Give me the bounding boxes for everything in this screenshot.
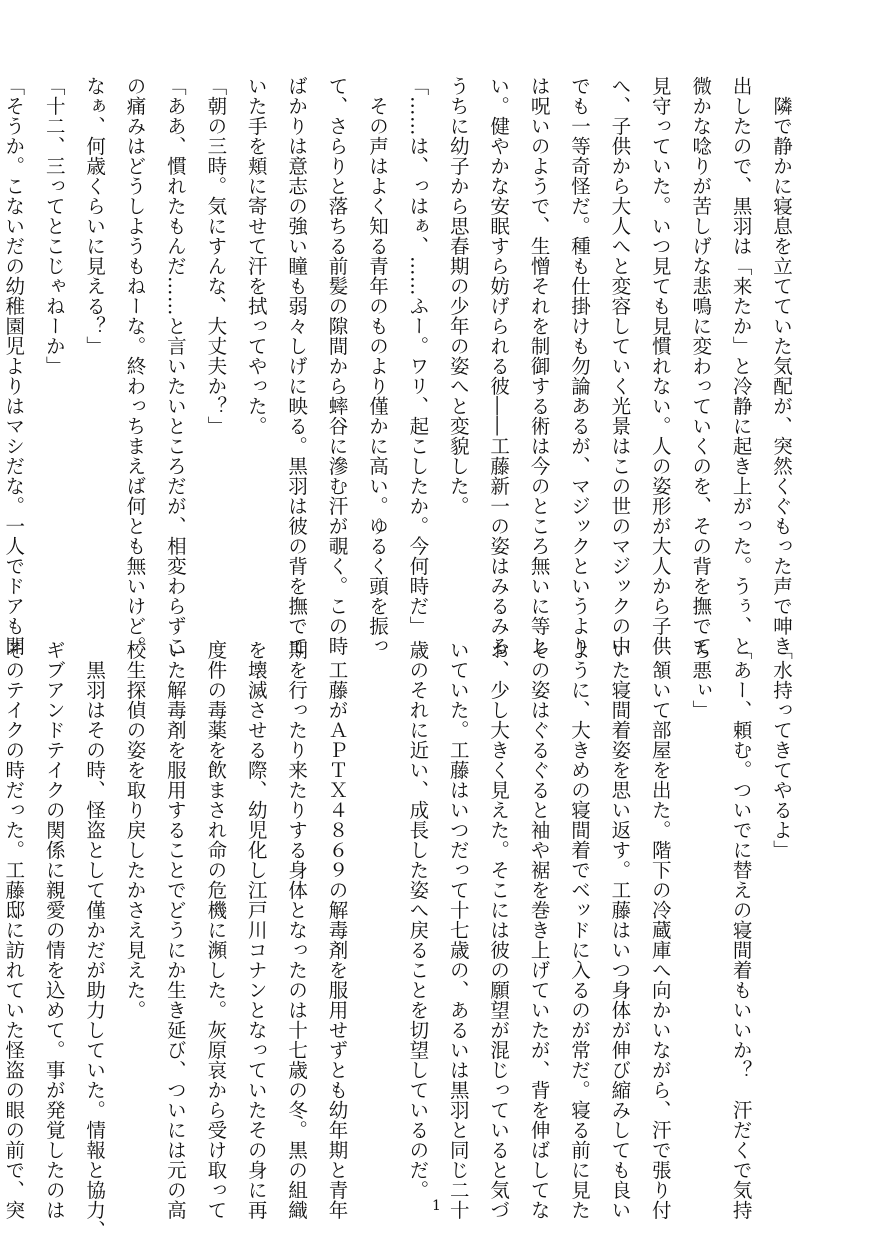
text-line: て、さらりと落ちる前髪の隙間から蟀谷に滲む汗が覗く。この時	[325, 76, 349, 656]
text-line: 「そうか。こないだの幼稚園児よりはマシだな。一人でドアも開	[2, 76, 26, 656]
text-line: の痛みはどうしようもねーな。終わっちまえば何とも無いけど。	[123, 76, 147, 656]
text-line: ように、大きめの寝間着でベッドに入るのが常だ。寝る前に見た	[567, 640, 591, 1220]
body-text-lower-tier	[2, 640, 801, 1240]
text-line: その声はよく知る青年のものより僅かに高い。ゆるく頭を振っ	[365, 76, 389, 656]
text-line: いた寝間着姿を思い返す。工藤はいつ身体が伸び縮みしても良い	[608, 640, 632, 1220]
text-line: いた手を頬に寄せて汗を拭ってやった。	[244, 76, 268, 436]
text-line: へ、子供から大人へと変容していく光景はこの世のマジックの中	[608, 76, 632, 656]
text-line: いた解毒剤を服用することでどうにか生き延び、ついには元の高	[163, 640, 187, 1220]
text-line: 「朝の三時。気にすんな、大丈夫か？」	[204, 76, 228, 436]
text-line: 出したので、黒羽は「来たか」と冷静に起き上がった。うぅ、と	[729, 76, 753, 656]
text-line: 頷いて部屋を出た。階下の冷蔵庫へ向かいながら、汗で張り付	[648, 640, 672, 1220]
text-line: 「あー、頼む。ついでに替えの寝間着もいいか？ 汗だくで気持	[729, 640, 753, 1220]
text-line: 校生探偵の姿を取り戻したかさえ見えた。	[123, 640, 147, 1020]
text-line: 歳のそれに近い、成長した姿へ戻ることを切望しているのだ。	[406, 640, 430, 1200]
text-line: ばかりは意志の強い瞳も弱々しげに映る。黒羽は彼の背を撫でて	[285, 76, 309, 656]
text-line: 「ああ、慣れたもんだ……と言いたいところだが、相変わらずこ	[163, 76, 187, 656]
text-line: 見守っていた。いつ見ても見慣れない。人の姿形が大人から子供	[648, 76, 672, 656]
text-line: そのテイクの時だった。工藤邸に訪れていた怪盗の眼の前で、突	[2, 640, 26, 1220]
text-line: ち悪ぃ」	[689, 640, 713, 720]
text-line: 工藤がＡＰＴＸ４８６９の解毒剤を服用せずとも幼年期と青年	[325, 640, 349, 1220]
text-line: を壊滅させる際、幼児化し江戸川コナンとなっていたその身に再	[244, 640, 268, 1220]
page-number: 1	[432, 1198, 441, 1214]
blank-line	[357, 640, 397, 1170]
text-line: 「水持ってきてやるよ」	[770, 640, 793, 860]
text-line: 微かな唸りが苦しげな悲鳴に変わっていくのを、その背を撫でて	[689, 76, 713, 656]
text-line: いていた。工藤はいつだって十七歳の、あるいは黒羽と同じ二十	[446, 640, 470, 1220]
text-line: その姿はぐるぐると袖や裾を巻き上げていたが、背を伸ばしてな	[527, 640, 551, 1220]
text-line: い。健やかな安眠すら妨げられる彼――工藤新一の姿はみるみる	[487, 76, 511, 656]
text-line: 隣で静かに寝息を立てていた気配が、突然くぐもった声で呻き	[770, 76, 793, 656]
text-line: お、少し大きく見えた。そこには彼の願望が混じっていると気づ	[487, 640, 511, 1220]
text-line: 「……は、っはぁ、……ふー。ワリ、起こしたか。今何時だ」	[406, 76, 430, 636]
text-line: 期を行ったり来たりする身体となったのは十七歳の冬。黒の組織	[285, 640, 309, 1220]
text-line: は呪いのようで、生憎それを制御する術は今のところ無いに等し	[527, 76, 551, 656]
text-line: 黒羽はその時、怪盗として僅かだが助力していた。情報と協力、	[83, 640, 107, 1240]
text-line: なぁ、何歳くらいに見える？」	[83, 76, 107, 356]
text-line: でも一等奇怪だ。種も仕掛けも勿論あるが、マジックというより	[567, 76, 591, 656]
text-line: 「十二、三ってとこじゃねーか」	[42, 76, 66, 376]
text-line: 度件の毒薬を飲まされ命の危機に瀕した。灰原哀から受け取って	[204, 640, 228, 1220]
text-line: うちに幼子から思春期の少年の姿へと変貌した。	[446, 76, 470, 516]
text-line: ギブアンドテイクの関係に親愛の情を込めて。事が発覚したのは	[42, 640, 66, 1220]
body-text-upper-tier	[2, 76, 801, 656]
